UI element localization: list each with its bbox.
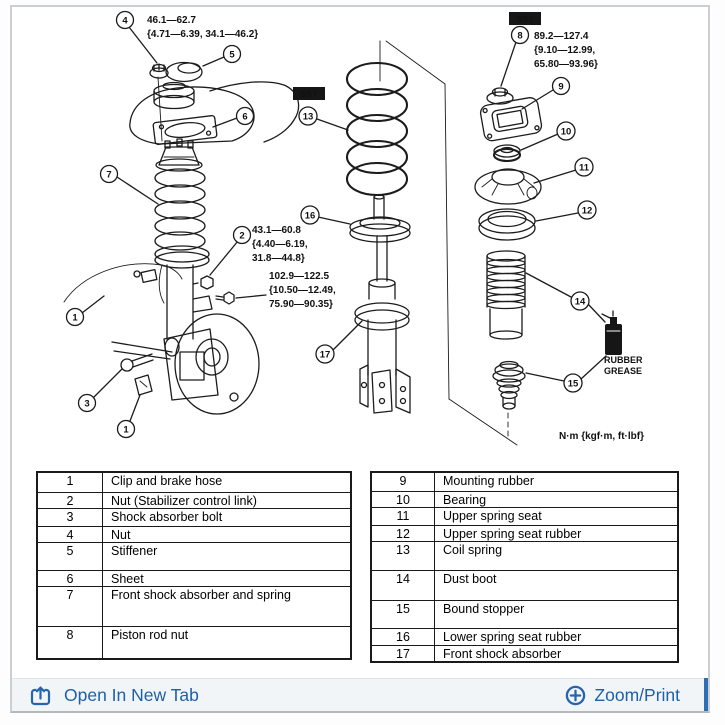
part-number: 6 <box>37 570 103 586</box>
callout-17 <box>316 345 334 363</box>
torque-shock-l3: 75.90—90.35} <box>269 299 333 310</box>
mounting-rubber <box>479 96 542 142</box>
front-spring <box>155 169 209 268</box>
table-row <box>37 508 351 526</box>
callout-1-hose <box>67 309 84 326</box>
torque-stab-l2: {4.40—6.19, <box>252 239 308 250</box>
table-row <box>37 492 351 508</box>
viewer-toolbar <box>12 678 708 711</box>
parts-table-left <box>36 471 352 660</box>
part-description: Dust boot <box>435 570 679 600</box>
callout-10 <box>557 122 575 140</box>
part-description: Front shock absorber <box>435 645 679 662</box>
table-row <box>37 542 351 570</box>
callout-11 <box>575 158 593 176</box>
strut-assembly-left <box>64 15 336 414</box>
torque-upper-mount-l2: {4.71—6.39, 34.1—46.2} <box>147 29 259 40</box>
svg-text:4: 4 <box>122 15 128 27</box>
svg-text:9: 9 <box>558 81 564 93</box>
rubber-grease-label-l2: GREASE <box>604 366 643 376</box>
shock-absorber-bolt <box>121 354 153 371</box>
table-row <box>371 472 678 491</box>
part-number: 2 <box>37 492 103 508</box>
front-shock-absorber <box>355 236 410 413</box>
table-row <box>37 586 351 626</box>
callout-9 <box>553 78 570 95</box>
table-row <box>371 628 678 645</box>
torque-piston-l2: {9.10—12.99, <box>534 45 596 56</box>
svg-text:2: 2 <box>239 230 245 242</box>
svg-text:12: 12 <box>581 205 593 217</box>
part-description: Shock absorber bolt <box>103 508 352 526</box>
part-number: 12 <box>371 525 435 541</box>
zoom-print-label: Zoom/Print <box>594 684 680 705</box>
svg-text:15: 15 <box>567 378 579 390</box>
svg-text:1: 1 <box>123 424 129 436</box>
svg-text:14: 14 <box>574 296 586 308</box>
stiffener <box>166 63 202 82</box>
callout-6 <box>237 108 254 125</box>
part-description: Coil spring <box>435 541 679 570</box>
open-in-new-tab-icon <box>29 684 52 707</box>
part-description: Nut <box>103 526 352 542</box>
svg-text:1: 1 <box>72 312 78 324</box>
part-description: Sheet <box>103 570 352 586</box>
svg-text:6: 6 <box>242 111 248 123</box>
part-description: Upper spring seat <box>435 507 679 525</box>
table-row <box>371 645 678 662</box>
knuckle-brake-rotor <box>112 314 259 414</box>
table-row <box>37 570 351 586</box>
part-number: 10 <box>371 491 435 507</box>
part-number: 15 <box>371 600 435 628</box>
part-description: Mounting rubber <box>435 472 679 491</box>
part-number: 8 <box>37 626 103 659</box>
table-row <box>371 525 678 541</box>
open-in-new-tab-label: Open In New Tab <box>64 684 199 705</box>
rubber-grease-can <box>602 311 622 355</box>
dust-boot <box>487 251 525 339</box>
part-number: 13 <box>371 541 435 570</box>
scroll-indicator <box>704 678 708 711</box>
hose-clip <box>135 375 152 395</box>
part-number: 16 <box>371 628 435 645</box>
table-row <box>371 491 678 507</box>
callout-13 <box>299 107 317 125</box>
callout-2 <box>234 227 251 244</box>
callout-7 <box>101 166 118 183</box>
part-number: 14 <box>371 570 435 600</box>
part-description: Nut (Stabilizer control link) <box>103 492 352 508</box>
bound-stopper <box>493 362 525 410</box>
callout-1-clip <box>118 421 135 438</box>
torque-piston-l3: 65.80—93.96} <box>534 59 598 70</box>
callout-12 <box>578 201 596 219</box>
table-row <box>37 472 351 492</box>
callout-15 <box>564 374 582 392</box>
table-row <box>371 507 678 525</box>
svg-text:11: 11 <box>578 162 590 174</box>
part-number: 11 <box>371 507 435 525</box>
strut-tube <box>134 265 212 339</box>
sheet-plate <box>153 115 217 144</box>
torque-shock-l1: 102.9—122.5 <box>269 271 330 282</box>
part-description: Bound stopper <box>435 600 679 628</box>
part-number: 7 <box>37 586 103 626</box>
stabilizer-link-nut <box>193 276 213 289</box>
svg-text:SST: SST <box>516 14 534 24</box>
parts-table-right <box>370 471 679 663</box>
callout-5 <box>224 46 241 63</box>
svg-text:3: 3 <box>84 398 90 410</box>
svg-text:8: 8 <box>517 30 523 42</box>
zoom-print-icon <box>564 684 587 707</box>
svg-text:7: 7 <box>106 169 112 181</box>
lower-spring-seat-rubber <box>350 195 410 242</box>
open-in-new-tab-button[interactable] <box>29 684 199 707</box>
callout-3 <box>79 395 96 412</box>
viewer-panel <box>10 5 710 713</box>
table-row <box>37 626 351 659</box>
svg-text:5: 5 <box>229 49 235 61</box>
part-number: 4 <box>37 526 103 542</box>
torque-piston-l1: 89.2—127.4 <box>534 31 589 42</box>
part-description: Clip and brake hose <box>103 472 352 492</box>
callout-14 <box>571 292 589 310</box>
rubber-grease-label-l1: RUBBER <box>604 355 643 365</box>
upper-spring-seat-rubber <box>479 209 535 240</box>
sst-label-right <box>509 12 541 25</box>
zoom-print-button[interactable] <box>564 684 680 707</box>
callout-8 <box>512 27 529 44</box>
torque-shock-l2: {10.50—12.49, <box>269 285 336 296</box>
table-row <box>37 526 351 542</box>
part-description: Upper spring seat rubber <box>435 525 679 541</box>
strut-tower <box>130 82 299 144</box>
callout-16 <box>301 206 319 224</box>
svg-text:17: 17 <box>319 349 331 361</box>
strut-assembly-right <box>475 12 644 442</box>
part-number: 5 <box>37 542 103 570</box>
part-number: 3 <box>37 508 103 526</box>
part-description: Lower spring seat rubber <box>435 628 679 645</box>
part-description: Piston rod nut <box>103 626 352 659</box>
sst-label-middle <box>293 87 325 100</box>
bearing <box>494 145 520 161</box>
exploded-diagram <box>12 7 708 463</box>
part-number: 17 <box>371 645 435 662</box>
svg-text:SST: SST <box>300 89 318 99</box>
coil-spring <box>347 63 407 195</box>
part-description: Front shock absorber and spring <box>103 586 352 626</box>
part-description: Bearing <box>435 491 679 507</box>
table-row <box>371 600 678 628</box>
upper-spring-seat <box>475 169 541 204</box>
callout-4 <box>117 12 134 29</box>
svg-text:16: 16 <box>304 210 316 222</box>
svg-text:13: 13 <box>302 111 314 123</box>
torque-stab-l1: 43.1—60.8 <box>252 225 301 236</box>
torque-units-note: N·m {kgf·m, ft·lbf} <box>559 431 644 442</box>
part-number: 1 <box>37 472 103 492</box>
piston-rod-nut <box>150 64 168 78</box>
brake-hose <box>64 264 182 303</box>
svg-text:10: 10 <box>560 126 572 138</box>
torque-upper-mount-l1: 46.1—62.7 <box>147 15 196 26</box>
part-number: 9 <box>371 472 435 491</box>
table-row <box>371 570 678 600</box>
part-description: Stiffener <box>103 542 352 570</box>
table-row <box>371 541 678 570</box>
shock-absorber-bolt-small <box>216 292 234 304</box>
torque-stab-l3: 31.8—44.8} <box>252 253 305 264</box>
strut-assembly-middle <box>293 41 517 445</box>
